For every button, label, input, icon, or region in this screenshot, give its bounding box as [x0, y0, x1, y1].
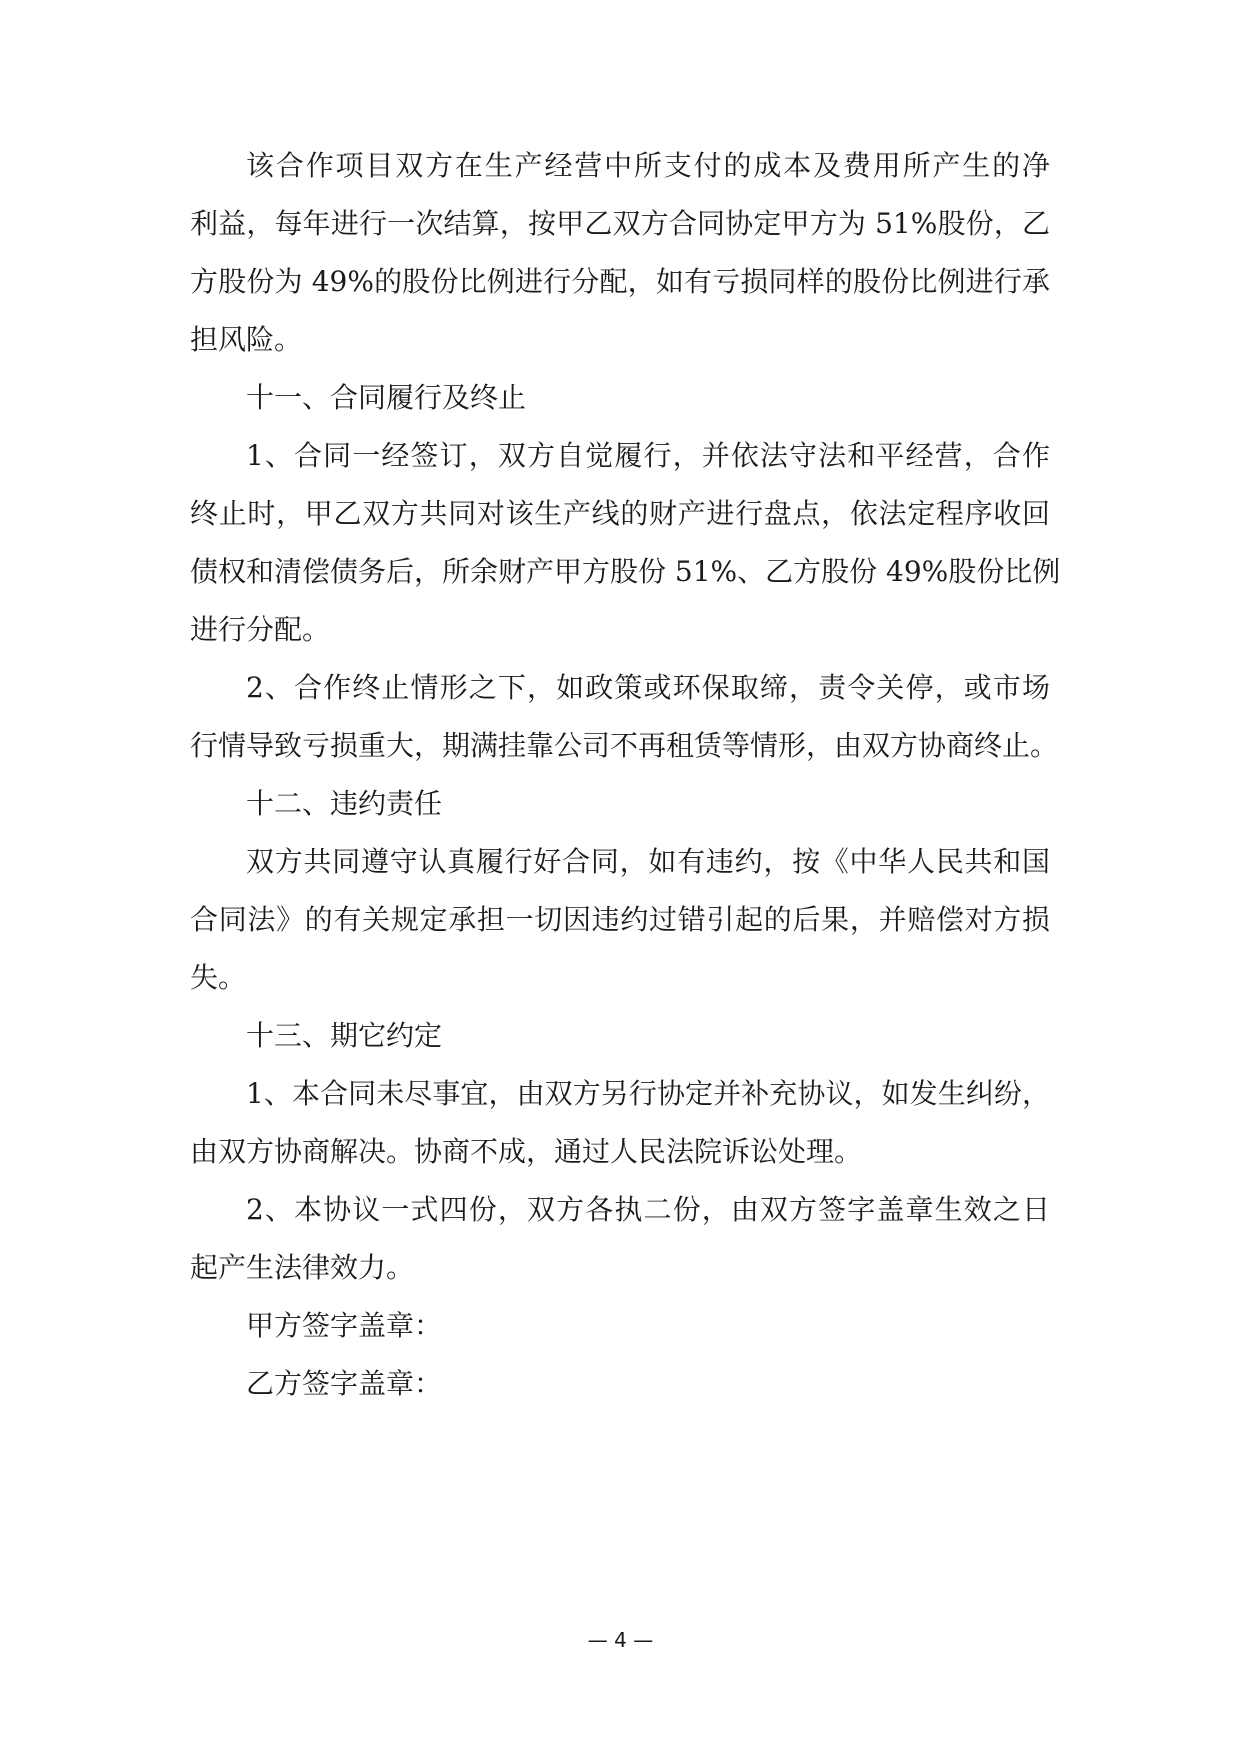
section-heading: 十一、合同履行及终止: [246, 381, 527, 414]
paragraph-line: 双方共同遵守认真履行好合同，如有违约，按《中华人民共和国: [246, 845, 1050, 878]
paragraph-line: 由双方协商解决。协商不成，通过人民法院诉讼处理。: [190, 1135, 863, 1168]
paragraph-line: 起产生法律效力。: [190, 1251, 415, 1284]
paragraph-line: 2、合作终止情形之下，如政策或环保取缔，责令关停，或市场: [246, 671, 1050, 704]
paragraph-line: 进行分配。: [190, 613, 331, 646]
paragraph-line: 1、本合同未尽事宜，由双方另行协定并补充协议，如发生纠纷，: [246, 1077, 1050, 1110]
section-heading: 十二、违约责任: [246, 787, 443, 820]
paragraph-line: 方股份为 49%的股份比例进行分配，如有亏损同样的股份比例进行承: [190, 265, 1050, 298]
paragraph-line: 失。: [190, 961, 247, 994]
party-a-signature-label: 甲方签字盖章：: [246, 1309, 443, 1342]
paragraph-line: 担风险。: [190, 323, 303, 356]
paragraph-line: 合同法》的有关规定承担一切因违约过错引起的后果，并赔偿对方损: [190, 903, 1050, 936]
party-b-signature-label: 乙方签字盖章：: [246, 1367, 443, 1400]
paragraph-line: 2、本协议一式四份，双方各执二份，由双方签字盖章生效之日: [246, 1193, 1050, 1226]
paragraph-line: 行情导致亏损重大，期满挂靠公司不再租赁等情形，由双方协商终止。: [190, 729, 1059, 762]
paragraph-line: 债权和清偿债务后，所余财产甲方股份 51%、乙方股份 49%股份比例: [190, 555, 1061, 588]
page-number: — 4 —: [587, 1628, 654, 1652]
section-heading: 十三、期它约定: [246, 1019, 443, 1052]
paragraph-line: 该合作项目双方在生产经营中所支付的成本及费用所产生的净: [246, 149, 1050, 182]
paragraph-line: 利益，每年进行一次结算，按甲乙双方合同协定甲方为 51%股份，乙: [190, 207, 1050, 240]
paragraph-line: 1、合同一经签订，双方自觉履行，并依法守法和平经营，合作: [246, 439, 1050, 472]
paragraph-line: 终止时，甲乙双方共同对该生产线的财产进行盘点，依法定程序收回: [190, 497, 1050, 530]
